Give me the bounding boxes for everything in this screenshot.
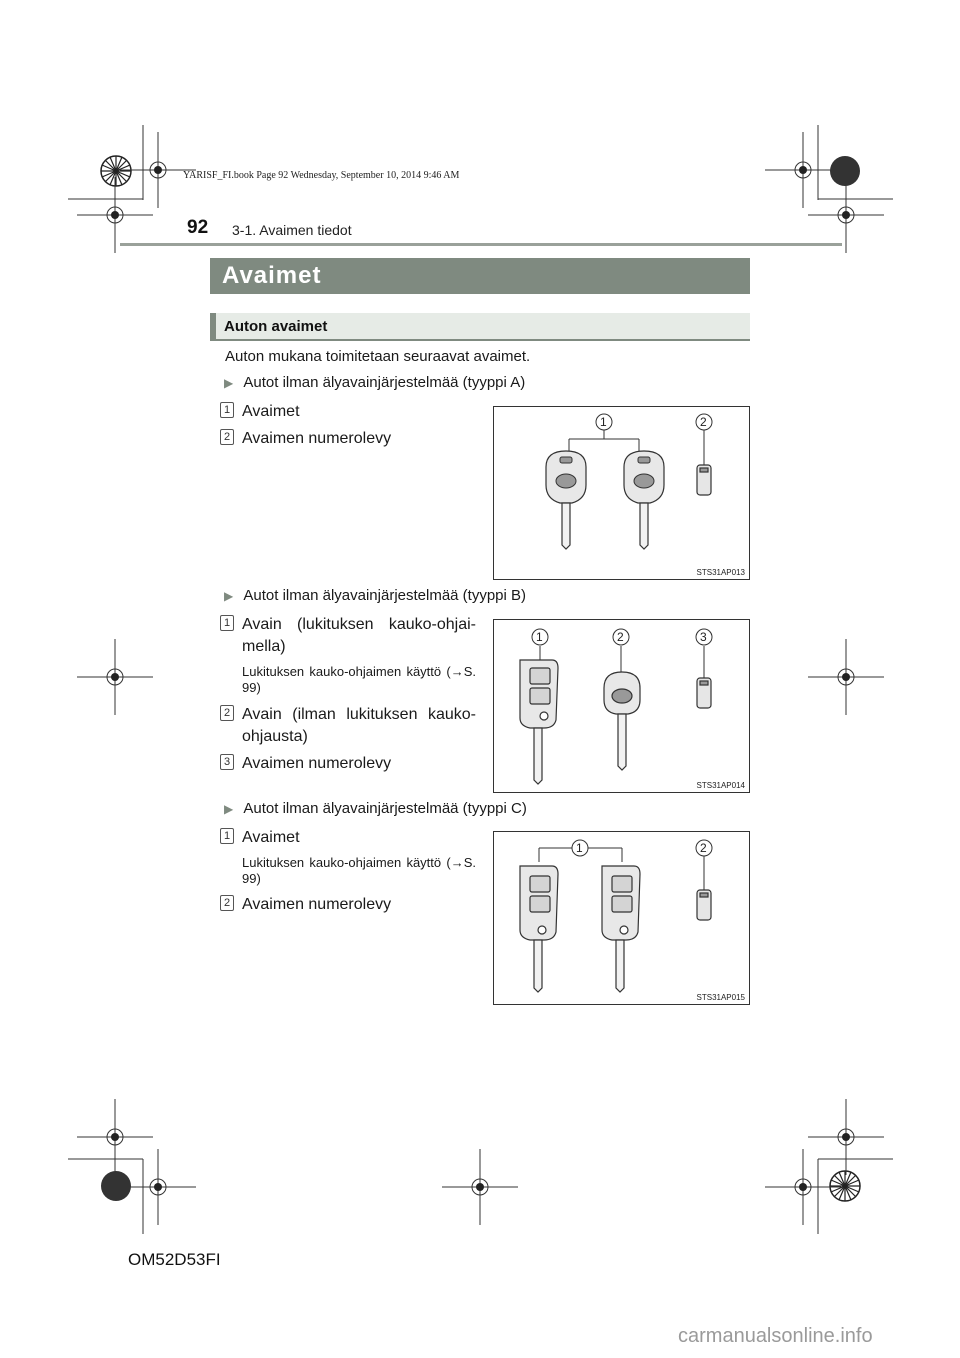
figure-code: STS31AP014 [696, 781, 745, 790]
item-text: Avain (lukituksen kauko-ohjai-mella) [242, 616, 476, 655]
triangle-right-icon: ▶ [224, 376, 234, 390]
key-illustration-c [494, 832, 749, 1004]
key-illustration-a [494, 407, 749, 579]
item-text: Avain (ilman lukituksen kauko-ohjausta) [242, 706, 476, 745]
callout-label: 1 [576, 841, 583, 855]
item-text: Avaimen numerolevy [242, 430, 392, 447]
figure-code: STS31AP013 [696, 568, 745, 577]
section-title: 3-1. Avaimen tiedot [232, 222, 352, 238]
figure-code: STS31AP015 [696, 993, 745, 1002]
remote-key [520, 660, 558, 784]
bullet-text: Autot ilman älyavainjärjestelmää (tyyppi A) [243, 374, 526, 391]
number-plate [697, 678, 711, 708]
figure-type-a [493, 406, 750, 580]
plain-key [604, 672, 640, 770]
callout-label: 1 [600, 415, 607, 429]
crosshair-icon [763, 1147, 843, 1227]
key-blade [562, 503, 648, 549]
triangle-right-icon: ▶ [224, 589, 234, 603]
number-plate [697, 890, 711, 920]
callout-label: 3 [700, 630, 707, 644]
bullet-type-a [224, 374, 525, 391]
subtitle-marker [210, 313, 216, 339]
item-number: 1 [220, 615, 234, 631]
book-stamp: YARISF_FI.book Page 92 Wednesday, September 10, 2014 9:46 AM [183, 170, 460, 181]
number-plate [697, 465, 711, 495]
item-number: 1 [220, 828, 234, 844]
watermark: carmanualsonline.info [678, 1325, 873, 1347]
callout-label: 2 [700, 415, 707, 429]
subtitle-bar [210, 313, 750, 341]
key-illustration-b [494, 620, 749, 792]
item-text: Avaimen numerolevy [242, 755, 392, 772]
item-number: 2 [220, 429, 234, 445]
page-number: 92 [187, 217, 209, 238]
item-text: Avaimet [242, 829, 300, 846]
figure-type-c [493, 831, 750, 1005]
crosshair-icon [440, 1147, 520, 1227]
item-number: 2 [220, 895, 234, 911]
figure-type-b [493, 619, 750, 793]
remote-key [520, 866, 640, 992]
page-title: Avaimet [210, 258, 750, 294]
item-number: 3 [220, 754, 234, 770]
footer-code: OM52D53FI [128, 1250, 221, 1269]
item-note: Lukituksen kauko-ohjaimen käyttö (→S. 99) [242, 855, 476, 886]
item-number: 2 [220, 705, 234, 721]
bullet-type-b [224, 587, 526, 604]
triangle-right-icon: ▶ [224, 802, 234, 816]
bullet-text: Autot ilman älyavainjärjestelmää (tyyppi B) [243, 587, 527, 604]
item-text: Avaimet [242, 403, 300, 420]
crosshair-icon [118, 1147, 198, 1227]
bullet-text: Autot ilman älyavainjärjestelmää (tyyppi C) [243, 800, 527, 817]
crosshair-icon [75, 637, 155, 717]
header-rule [120, 243, 842, 246]
callout-label: 2 [700, 841, 707, 855]
intro-text: Auton mukana toimitetaan seuraavat avaimet. [225, 348, 531, 365]
crosshair-icon [806, 637, 886, 717]
subtitle-text: Auton avaimet [224, 318, 328, 335]
callout-label: 2 [617, 630, 624, 644]
item-number: 1 [220, 402, 234, 418]
item-note: Lukituksen kauko-ohjaimen käyttö (→S. 99) [242, 664, 476, 695]
bullet-type-c [224, 800, 527, 817]
callout-label: 1 [536, 630, 543, 644]
item-text: Avaimen numerolevy [242, 896, 392, 913]
